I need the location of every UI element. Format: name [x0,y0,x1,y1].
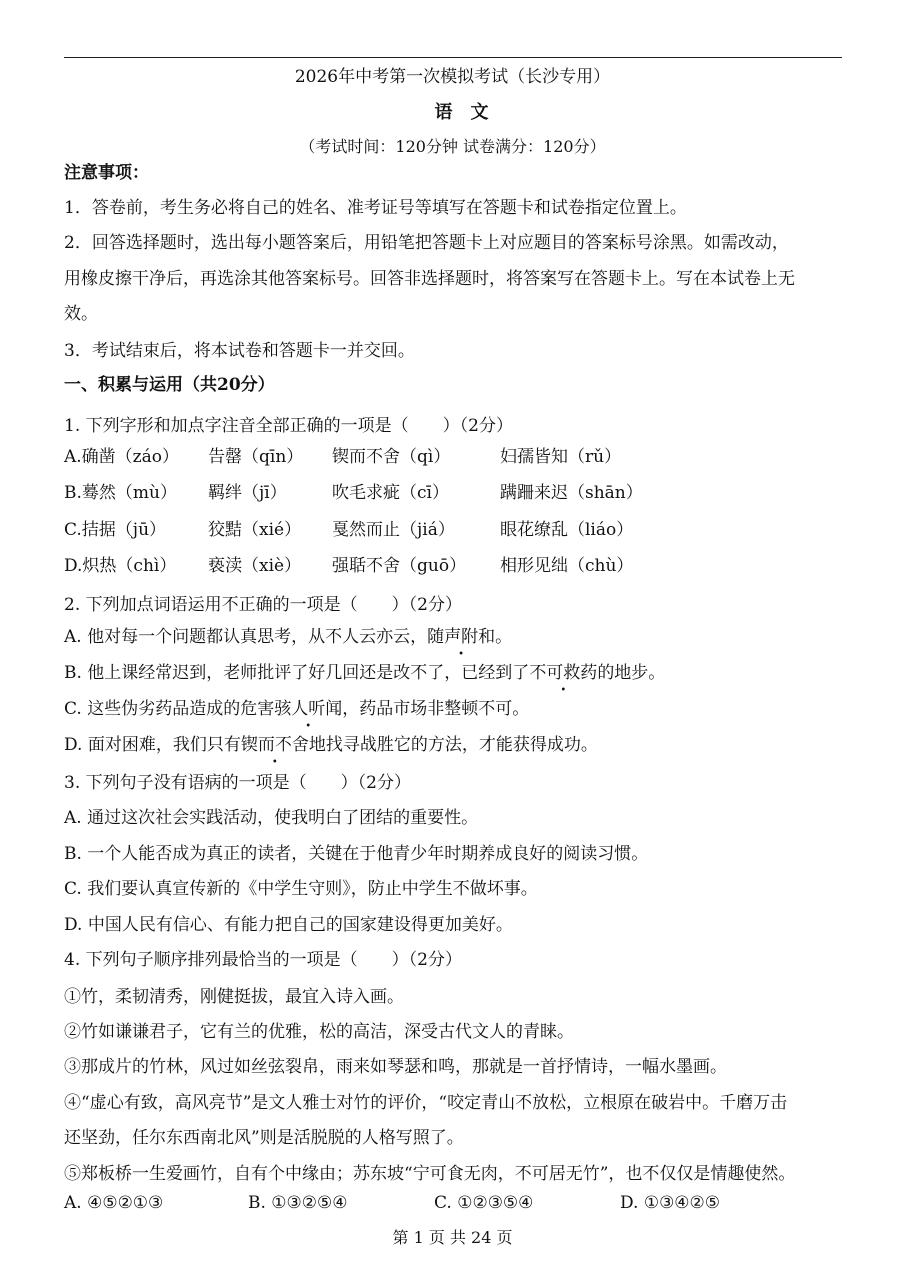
exam-title: 2026年中考第一次模拟考试（长沙专用） [294,67,611,87]
q4-sentence: ③那成片的竹林，风过如丝弦裂帛，雨来如琴瑟和鸣，那就是一首抒情诗，一幅水墨画。 [64,1057,727,1077]
q2-stem: 2. 下列加点词语运用不正确的一项是（ ）（2分） [64,595,462,615]
notice-line: 效。 [64,304,98,324]
q4-choice-d: D. ①③④②⑤ [620,1193,721,1213]
emphasis-dots: 锲而不舍 [240,735,309,755]
q2-option-a: A. 他对每一个问题都认真思考，从不人云亦云，随声附和。 [64,627,513,647]
notice-heading: 注意事项： [64,163,149,183]
q3-option-a: A. 通过这次社会实践活动，使我明白了团结的重要性。 [64,808,479,828]
q3-stem: 3. 下列句子没有语病的一项是（ ）（2分） [64,773,411,793]
emphasis-dots: 随声附和 [427,627,496,647]
q1-word: 蹒跚来迟（shān） [500,483,643,503]
q1-option-b: B.蓦然（mù） [64,483,177,503]
q1-stem: 1. 下列字形和加点字注音全部正确的一项是（ ）（2分） [64,416,513,436]
notice-line: 用橡皮擦干净后，再选涂其他答案标号。回答非选择题时，将答案写在答题卡上。写在本试卷上无 [64,269,795,289]
q1-word: 强聒不舍（guō） [332,556,467,576]
header-rule [64,57,842,58]
emphasis-dots: 骇人听闻 [274,699,343,719]
q3-option-c: C. 我们要认真宣传新的《中学生守则》，防止中学生不做坏事。 [64,879,538,899]
q2-option-b: B. 他上课经常迟到，老师批评了好几回还是改不了，已经到了不可救药的地步。 [64,663,666,683]
q1-word: 相形见绌（chù） [500,556,634,576]
q3-option-d: D. 中国人民有信心、有能力把自己的国家建设得更加美好。 [64,915,513,935]
q4-sentence: ⑤郑板桥一生爱画竹，自有个中缘由；苏东坡“宁可食无肉，不可居无竹”，也不仅仅是情趣使然。 [64,1164,796,1184]
q3-option-b: B. 一个人能否成为真正的读者，关键在于他青少年时期养成良好的阅读习惯。 [64,844,649,864]
page-footer: 第 1 页 共 24 页 [392,1228,513,1247]
q1-word: 狡黠（xié） [208,520,302,540]
q1-word: 妇孺皆知（rǔ） [500,447,622,467]
q1-word: 告罄（qīn） [208,447,304,467]
q1-word: 羁绊（jī） [208,483,287,503]
exam-info: （考试时间：120分钟 试卷满分：120分） [299,137,606,156]
q1-word: 锲而不舍（qì） [332,447,451,467]
q4-sentence: ②竹如谦谦君子，它有兰的优雅，松的高洁，深受古代文人的青睐。 [64,1022,574,1042]
q4-stem: 4. 下列句子顺序排列最恰当的一项是（ ）（2分） [64,950,462,970]
q1-word: 亵渎（xiè） [208,556,302,576]
q1-word: 戛然而止（jiá） [332,520,455,540]
q1-word: 眼花缭乱（liáo） [500,520,634,540]
q1-option-c: C.拮据（jū） [64,520,167,540]
q4-sentence: 还坚劲，任尔东西南北风”则是活脱脱的人格写照了。 [64,1128,464,1148]
q1-option-d: D.炽热（chì） [64,556,177,576]
q4-choice-c: C. ①②③⑤④ [434,1193,534,1213]
section-heading: 一、积累与运用（共20分） [64,375,275,395]
q4-choice-a: A. ④⑤②①③ [64,1193,164,1213]
q4-choice-b: B. ①③②⑤④ [248,1193,348,1213]
q4-sentence: ④“虚心有致，高风亮节”是文人雅士对竹的评价，“咬定青山不放松，立根原在破岩中。千磨万击 [64,1093,788,1113]
notice-line: 3．考试结束后，将本试卷和答题卡一并交回。 [64,341,415,361]
q1-word: 吹毛求疵（cī） [332,483,449,503]
emphasis-dots: 不可救药 [529,663,598,683]
notice-line: 2．回答选择题时，选出每小题答案后，用铅笔把答题卡上对应题目的答案标号涂黑。如需改动， [64,233,789,253]
q1-option-a: A.确凿（záo） [64,447,180,467]
notice-line: 1．答卷前，考生务必将自己的姓名、准考证号等填写在答题卡和试卷指定位置上。 [64,198,687,218]
q2-option-c: C. 这些伪劣药品造成的危害骇人听闻，药品市场非整顿不可。 [64,699,530,719]
q2-option-d: D. 面对困难，我们只有锲而不舍地找寻战胜它的方法，才能获得成功。 [64,735,598,755]
q4-sentence: ①竹，柔韧清秀，刚健挺拔，最宜入诗入画。 [64,987,404,1007]
subject-title: 语文 [434,102,507,123]
